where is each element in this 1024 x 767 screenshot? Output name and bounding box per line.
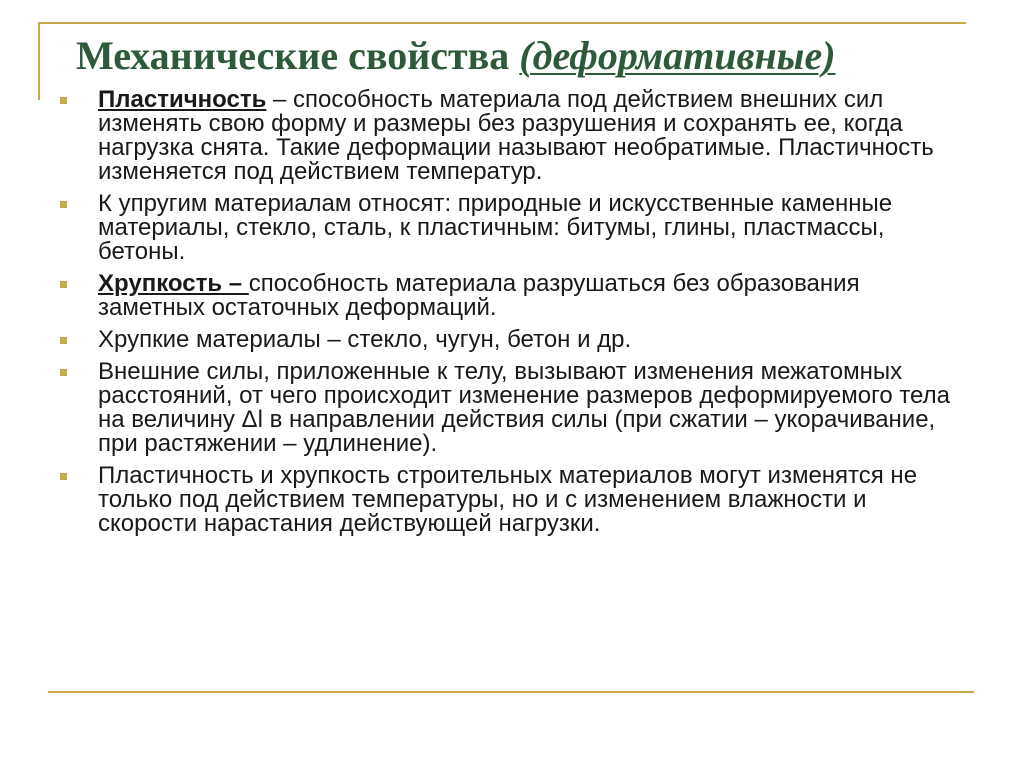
- square-bullet-icon: [60, 473, 67, 480]
- square-bullet-icon: [60, 369, 67, 376]
- list-item: [60, 328, 960, 352]
- list-item: [60, 360, 960, 456]
- item-text: способность материала разрушаться без образования заметных остаточных деформаций.: [98, 270, 860, 321]
- list-item: [60, 272, 960, 320]
- term-brittleness: Хрупкость –: [98, 270, 249, 297]
- item-text: К упругим материалам относят: природные и искусственные каменные материалы, стекло, сталь, к пластичным: битумы, глины, пластмассы, бетоны.: [98, 190, 893, 265]
- term-plasticity: Пластичность: [98, 86, 267, 113]
- square-bullet-icon: [60, 337, 67, 344]
- title-italic: (деформативные): [519, 33, 836, 78]
- list-item: [60, 464, 960, 536]
- item-text: Хрупкие материалы – стекло, чугун, бетон и др.: [98, 326, 632, 353]
- list-item: [60, 88, 960, 184]
- item-text: Внешние силы, приложенные к телу, вызывают изменения межатомных расстояний, от чего происходит изменение размеров деформируемого тела на величину Δl в направлении действия силы (при сжатии – укорачивание, при растяжении – удлинение).: [98, 358, 950, 457]
- frame-left-line: [38, 22, 40, 100]
- list-item: [60, 192, 960, 264]
- square-bullet-icon: [60, 281, 67, 288]
- frame-top-line: [38, 22, 966, 24]
- item-text: Пластичность и хрупкость строительных материалов могут изменятся не только под действием температуры, но и с изменением влажности и скорости нарастания действующей нагрузки.: [98, 462, 918, 537]
- bullet-list: [60, 88, 960, 544]
- frame-bottom-line: [48, 691, 974, 693]
- slide-title: [76, 30, 1016, 82]
- title-main: Механические свойства: [76, 33, 510, 78]
- item-text: – способность материала под действием внешних сил изменять свою форму и размеры без разрушения и сохранять ее, когда нагрузка снята. Такие деформации называют необратимые. Пластичность изменяется под действием температур.: [98, 86, 934, 185]
- square-bullet-icon: [60, 201, 67, 208]
- square-bullet-icon: [60, 97, 67, 104]
